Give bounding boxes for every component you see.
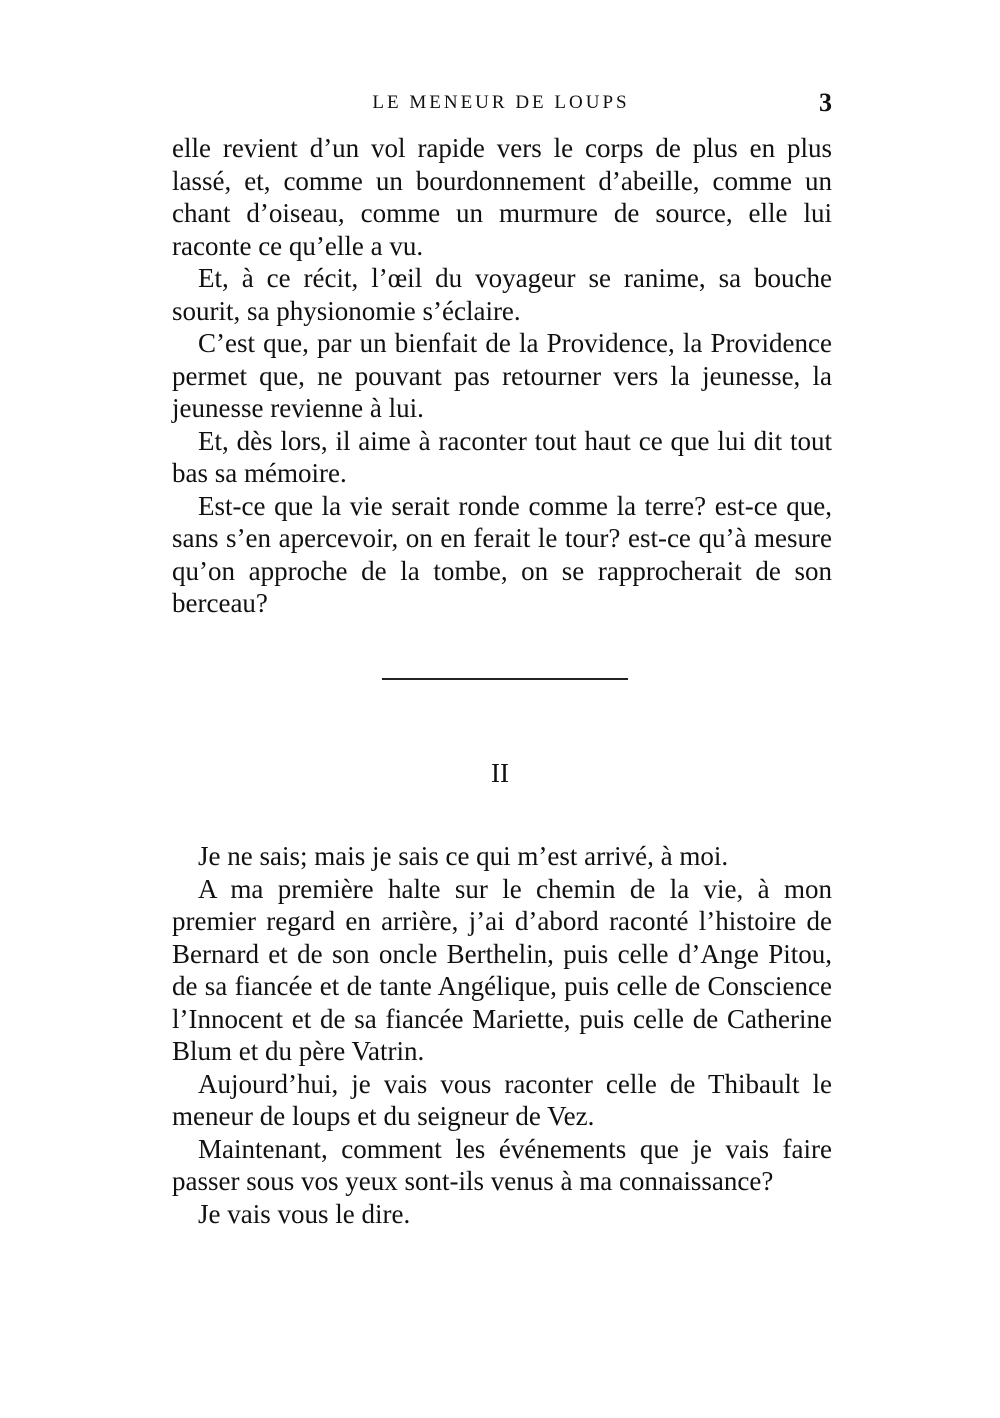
paragraph: Je ne sais; mais je sais ce qui m’est arrivé, à moi. bbox=[198, 841, 729, 871]
section-two-text bbox=[172, 840, 832, 1230]
section-one-text bbox=[172, 132, 832, 620]
paragraph: Aujourd’hui, je vais vous raconter celle de Thibault le meneur de loups et du seigneur de Vez. bbox=[172, 1068, 832, 1131]
running-title: LE MENEUR DE LOUPS bbox=[372, 92, 630, 113]
paragraph: C’est que, par un bienfait de la Providence, la Providence permet que, ne pouvant pas retourner vers la jeunesse, la jeunesse revienne à lui. bbox=[172, 328, 832, 423]
section-divider-rule bbox=[382, 678, 628, 680]
paragraph: elle revient d’un vol rapide vers le corps de plus en plus lassé, et, comme un bourdonnement d’abeille, comme un chant d’oiseau, comme un murmure de source, elle lui raconte ce qu’elle a vu. bbox=[172, 133, 832, 261]
paragraph: Maintenant, comment les événements que je vais faire passer sous vos yeux sont-ils venus à ma connaissance? bbox=[172, 1133, 832, 1196]
paragraph: Je vais vous le dire. bbox=[198, 1198, 411, 1229]
running-header bbox=[170, 88, 832, 122]
chapter-number: II bbox=[491, 758, 509, 788]
paragraph: Est-ce que la vie serait ronde comme la terre? est-ce que, sans s’en apercevoir, on en ferait le tour? est-ce qu’à mesure qu’on approche de la tombe, on se rapprocherait de son berceau? bbox=[172, 490, 832, 618]
paragraph: Et, à ce récit, l’œil du voyageur se ranime, sa bouche sourit, sa physionomie s’éclaire. bbox=[172, 263, 832, 326]
paragraph: A ma première halte sur le chemin de la vie, à mon premier regard en arrière, j’ai d’abord raconté l’histoire de Bernard et de son oncle Berthelin, puis celle d’Ange Pitou, de sa fiancée et de tante Angélique, puis celle de Conscience l’Innocent et de sa fiancée Mariette, puis celle de Catherine Blum et du père Vatrin. bbox=[172, 873, 832, 1066]
paragraph: Et, dès lors, il aime à raconter tout haut ce que lui dit tout bas sa mémoire. bbox=[172, 425, 832, 488]
page-number: 3 bbox=[819, 88, 832, 117]
